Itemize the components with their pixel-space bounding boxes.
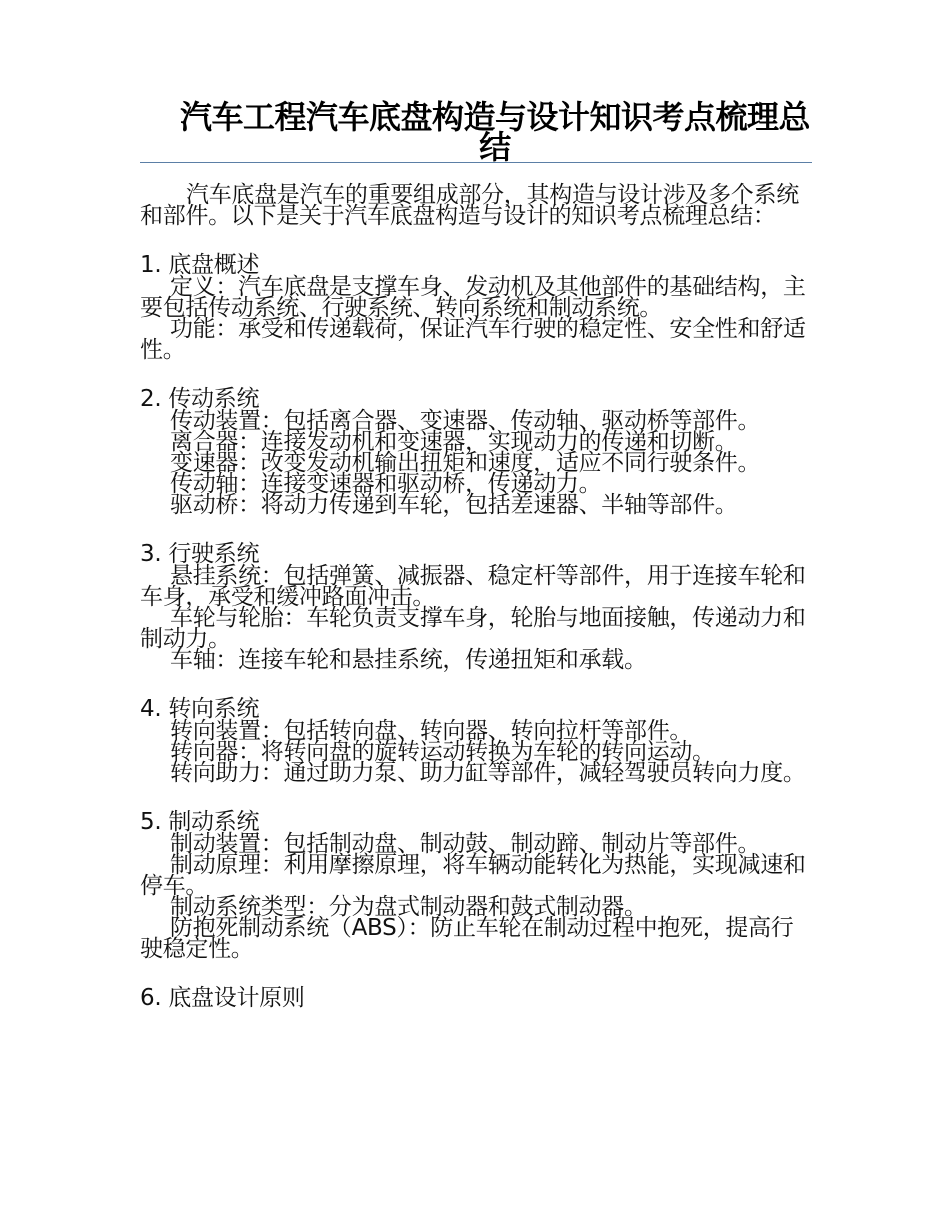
- list-item: 车轮与轮胎：车轮负责支撑车身，轮胎与地面接触，传递动力和制动力。: [140, 605, 806, 652]
- list-item: 变速器：改变发动机输出扭矩和速度，适应不同行驶条件。: [170, 450, 761, 476]
- section-heading: 2. 传动系统: [140, 386, 260, 412]
- document-page: [140, 96, 812, 1036]
- list-item: 转向助力：通过助力泵、助力缸等部件，减轻驾驶员转向力度。: [170, 760, 806, 786]
- list-item: 定义：汽车底盘是支撑车身、发动机及其他部件的基础结构，主要包括传动系统、行驶系统、转向系统和制动系统。: [140, 274, 806, 321]
- list-item: 功能：承受和传递载荷，保证汽车行驶的稳定性、安全性和舒适性。: [140, 316, 806, 363]
- list-item: 离合器：连接发动机和变速器，实现动力的传递和切断。: [170, 429, 738, 455]
- list-item: 转向器：将转向盘的旋转运动转换为车轮的转向运动。: [170, 739, 715, 765]
- list-item: 转向装置：包括转向盘、转向器、转向拉杆等部件。: [170, 718, 693, 744]
- section-running-gear: [140, 542, 812, 671]
- list-item: 制动系统类型：分为盘式制动器和鼓式制动器。: [170, 894, 647, 920]
- section-heading: 1. 底盘概述: [140, 252, 260, 278]
- section-heading: 4. 转向系统: [140, 696, 260, 722]
- section-heading: 6. 底盘设计原则: [140, 985, 305, 1011]
- section-heading: 5. 制动系统: [140, 809, 260, 835]
- section-steering: [140, 697, 812, 784]
- title-divider: [140, 162, 812, 163]
- section-drivetrain: [140, 387, 812, 516]
- list-item: 制动装置：包括制动盘、制动鼓、制动蹄、制动片等部件。: [170, 831, 761, 857]
- list-item: 悬挂系统：包括弹簧、减振器、稳定杆等部件，用于连接车轮和车身，承受和缓冲路面冲击。: [140, 563, 806, 610]
- list-item: 制动原理：利用摩擦原理，将车辆动能转化为热能，实现减速和停车。: [140, 852, 806, 899]
- section-braking: [140, 810, 812, 960]
- document-title: 汽车工程汽车底盘构造与设计知识考点梳理总结: [179, 98, 810, 166]
- list-item: 车轴：连接车轮和悬挂系统，传递扭矩和承载。: [170, 647, 647, 673]
- section-design-principles: [140, 986, 812, 1010]
- list-item: 传动轴：连接变速器和驱动桥，传递动力。: [170, 471, 602, 497]
- list-item: 防抱死制动系统（ABS）：防止车轮在制动过程中抱死，提高行驶稳定性。: [140, 915, 794, 962]
- intro-paragraph: 汽车底盘是汽车的重要组成部分，其构造与设计涉及多个系统和部件。以下是关于汽车底盘构造与设计的知识考点梳理总结：: [140, 182, 799, 229]
- section-chassis-overview: [140, 253, 812, 361]
- list-item: 传动装置：包括离合器、变速器、传动轴、驱动桥等部件。: [170, 408, 761, 434]
- section-heading: 3. 行驶系统: [140, 541, 260, 567]
- list-item: 驱动桥：将动力传递到车轮，包括差速器、半轴等部件。: [170, 492, 738, 518]
